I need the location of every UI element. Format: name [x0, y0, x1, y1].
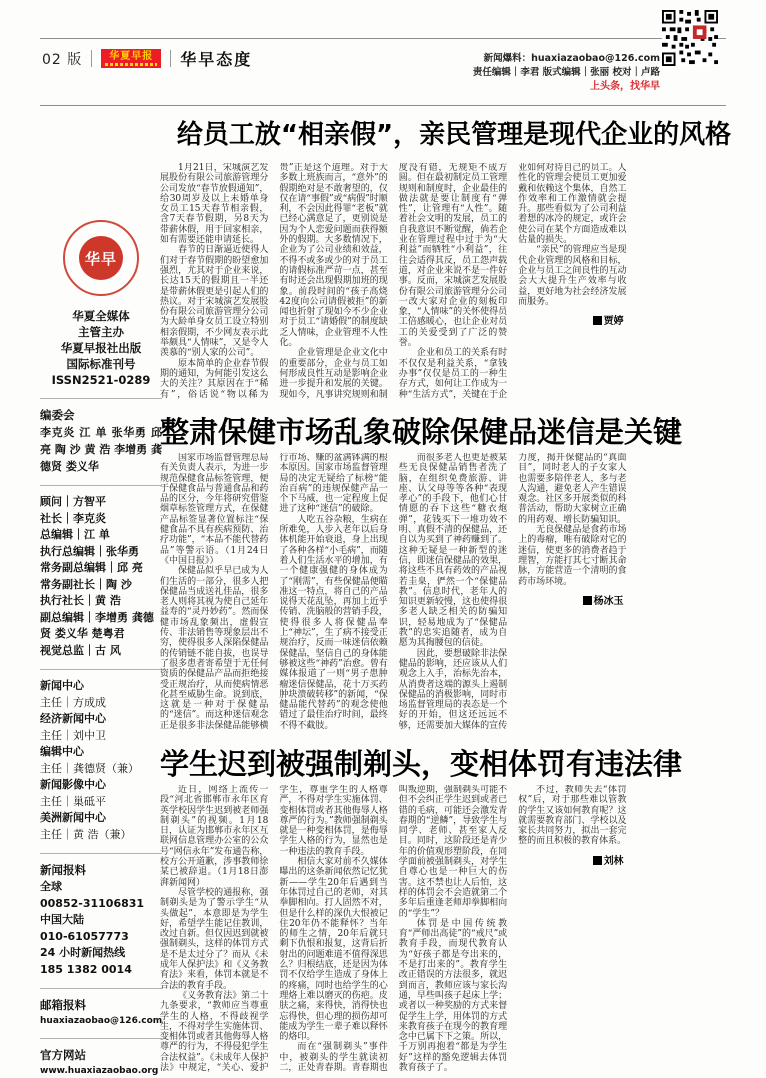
sidebar [40, 220, 162, 1078]
news-center-line: 美洲新闻中心 [40, 811, 106, 824]
article-1-body [160, 163, 746, 405]
byline-name: 刘林 [603, 855, 624, 867]
staff-line: 常务副社长｜陶 沙 [40, 577, 132, 591]
publisher-line: ISSN2521-0289 [51, 373, 151, 387]
staff-line: 视觉总监｜古 风 [40, 643, 121, 657]
article-1-headline: 给员工放“相亲假”，亲民管理是现代企业的风格 [176, 120, 732, 150]
hotline-line: 00852-31106831 [40, 896, 145, 910]
news-tip-line: 新闻爆料：huaxiazaobao@126.com [483, 53, 660, 64]
email-title: 邮箱报料 [40, 998, 86, 1012]
hotline-section [40, 853, 162, 978]
email-section [40, 988, 162, 1028]
byline-name: 贾婷 [603, 316, 624, 328]
article-paragraph: 近日，网络上流传一段“河北省邯郸市永年区育英学校因学生迟到被老师强制剃头”的视频。1月18日，认证为邯郸市永年区互联网信息管理办公室的公众号“网信永年”发布通告称，校方公开道歉，涉事教师徐某已被辞退。（1月18日澎湃新闻网） [160, 785, 269, 888]
article-paragraph: 原本简单的企业春节假期的通知，为何能引发这么大的关注？其原因在于“稀有”，俗话说“物以稀为贵”正是这个道理。对于大多数上班族而言，“意外”的假期绝对是不敢奢望的，仅仅在请“事假”或“病假”时顺利，不会因此得罪“老板”就已经心满意足了，更别说是因为个人恋爱问题而获得额外的假期。大多数情况下，企业为了公司业绩和效益，不得不或多或少的对于员工的请假标准严苛一点，甚至有时还会出现假期加班的现象。前段时间的“孩子高烧42度向公司请假被拒”的新闻也折射了现如今不少企业对于员工“请婚假”的制度缺乏人情味，企业管理不人性化。 [160, 163, 388, 400]
staff-line: 总编辑｜江 单 [40, 528, 110, 541]
page-number-label: 02 版 [42, 51, 83, 68]
hotline-title: 新闻报料 [40, 863, 86, 877]
publisher-block [40, 308, 162, 388]
news-center-line: 主任｜巢砥平 [40, 794, 106, 808]
committee-names: 李克炎 江 单 张华勇 邱 亮 陶 沙 黄 浩 李增勇 龚德贤 娄义华 [40, 426, 162, 473]
email-address: huaxiazaobao@126.com [40, 1016, 163, 1026]
news-center-line: 新闻中心 [40, 679, 84, 692]
website-title: 官方网站 [40, 1048, 86, 1062]
hotline-lines [40, 879, 162, 978]
article-paragraph: 企业管理是企业文化中的重要部分，企业与员工如何形成良性互动是影响企业进一步提升和发展的关键。现如今，凡事讲究规则和制度没有错，无规矩不成方圆。但在最初制定员工管理规则和制度时，企业最佳的做法就是要让制度有“弹性”，让管理有“人性”。随着社会文明的发展，员工的自我意识不断觉醒，倘若企业在管理过程中过于为“大利益”而牺牲“小利益”，往往会适得其反，员工怨声载道，对企业来说不是一件好事。反而，宋城演艺发展股份有限公司旅游管理分公司一改大家对企业的刻板印象，“人情味”的关怀使得员工倍感暖心，也让企业对员工的关爱受到了广泛的赞誉。 [279, 163, 508, 400]
article-paragraph: 尽管学校的通报称，强制剃头是为了警示学生“从头做起”，本意即是为学生好，希望学生能记住教训，改过自新。但仅因迟到就被强制剃头，这样的体罚方式是不是太过分了？而从《未成年人保护法》和《义务教育法》来看，体罚本就是不合法的教育手段。 [160, 887, 269, 991]
staff-line: 社长｜李克炎 [40, 511, 106, 525]
publisher-line: 主管主办 [78, 325, 124, 339]
news-center-line: 主任｜方成成 [40, 695, 106, 709]
qr-code [662, 10, 718, 66]
article-paragraph: 不过，教师失去“体罚权”后，对于那些难以管教的学生又该如何教育呢？这就需要教育部门、学校以及家长共同努力，拟出一套完整的而且积极的教育体系。 [518, 785, 627, 847]
news-center-line: 编辑中心 [40, 745, 84, 758]
news-center-line: 主任｜黄 浩（兼） [40, 827, 132, 841]
article-2-byline [518, 592, 626, 607]
staff-line: 执行社长｜黄 浩 [40, 594, 121, 607]
slogan-line: 上头条，找华早 [590, 81, 660, 92]
article-2-body [160, 453, 746, 741]
article-paragraph: “亲民”的管理应当是现代企业管理的风格和目标，企业与员工之间良性的互动会大大提升生产效率与收益，更好地为社会经济发展而服务。 [518, 245, 627, 307]
article-paragraph: 国家市场监督管理总局有关负责人表示，为进一步规范保健食品标签管理，便于保健食品与普通食品和药品的区分，今年将研究借鉴烟草标签管理方式，在保健产品标签显著位置标注“保健食品不具有疾病预防、治疗功能”，“本品不能代替药品”等警示语。（1月24日《中国日报》） [160, 453, 269, 566]
hotline-line: 010-61057773 [40, 929, 129, 943]
hotline-line: 中国大陆 [40, 913, 84, 926]
section-title: 华早态度 [180, 50, 253, 69]
staff-section [40, 485, 162, 659]
newspaper-seal-icon [63, 220, 139, 296]
hotline-line: 185 1382 0014 [40, 962, 132, 976]
editors-line: 责任编辑｜李君 版式编辑｜张丽 校对｜卢路 [472, 67, 660, 78]
website-url: www.huaxiazaobao.org [40, 1066, 159, 1076]
news-center-line: 主任｜刘中卫 [40, 728, 106, 742]
website-section [40, 1038, 162, 1078]
news-center-line: 新闻影像中心 [40, 778, 106, 791]
hotline-line: 全球 [40, 880, 62, 893]
article-3-byline [518, 852, 626, 867]
committee-title: 编委会 [40, 408, 75, 422]
header-right-group [473, 52, 660, 94]
byline-name: 杨冰玉 [593, 595, 624, 607]
staff-line: 顾问｜方智平 [40, 495, 106, 508]
header-separator [170, 50, 171, 67]
article-paragraph: 保健品似乎早已成为人们生活的一部分，很多人把保健品当成送礼佳品，很多老人则将其视为使自己延年益寿的“灵丹妙药”。然而保健市场乱象频出，虚假宣传、非法销售等现象层出不穷，使得很多人深陷保健品的传销链不能自拔，也误导了很多患者寄希望于无任何资质的保健品产品而拒绝接受正规治疗，从而使病情恶化甚至威胁生命。说到底，这就是一种对于保健品的“迷信”。而这种迷信观念正是很多非法保健品能够横行市场、赚的盆满钵满的根本原因。国家市场监督管理局的决定无疑给了标榜“能治百病”的违规保健产品一个下马威，也一定程度上促进了这种“迷信”的破除。 [160, 453, 388, 731]
qr-code-pattern [662, 10, 718, 66]
header-separator [91, 50, 92, 67]
committee-section [40, 398, 162, 475]
article-paragraph: 而很多老人也更是被某些无良保健品销售者洗了脑，在组织免费旅游、讲座、认父母等等各种“表现孝心”的手段下，他们心甘情愿的吞下这些“糖衣炮弹”，花钱买下一堆功效不明、真假不清的保健品，还自以为买到了神药赚到了。这种无疑是一种新型的迷信，即迷信保健品的效果，将这些不具有药效的产品视若圭臬，俨然一个“保健品教”。信息时代，老年人的知识更新较慢，这也使得很多老人缺乏相关的防骗知识，轻易地成为了“保健品教”的忠实追随者，成为自愿为其掏腰包的信徒。 [398, 453, 508, 649]
article-3-paragraphs [160, 785, 627, 1075]
masthead-logo [101, 49, 161, 68]
publisher-line: 华夏早报社出版 [60, 341, 142, 355]
masthead-logo-strip [105, 63, 157, 66]
seal-text: 华早 [79, 236, 123, 280]
page-header [40, 38, 726, 106]
article-paragraph: 因此，要想破除非法保健品的影响，还应该从人们观念上入手，治标先治本，从消费者这端的源头上遏制保健品的消极影响，同时市场监督管理局的表态是一个好的开始，但这还远远不够，还需要加大媒体的宣传力度，揭开保健品的“真面目”，同时老人的子女家人也需要多陪伴老人，多与老人沟通，避免老人产生错误观念。社区多开展类似的科普活动，帮助大家树立正确的用药观、增长防骗知识。 [398, 453, 627, 731]
article-paragraph: 而在“强制剃头”事件中，被剃头的学生就读初二，正处青春期。青春期也叫叛逆期，强制剃头可能不但不会纠正学生迟到或者已错的毛病，可能还会激发青春期的“逆鳞”，导致学生与同学、老师、甚至家人反目。同时，这阶段还是青少年的价值观形塑阶段，在同学面前被强制剃头，对学生自尊心也是一种巨大的伤害。这不禁也让人后怕，这样的体罚会不会造就第二个多年后重逢老师却拳脚相向的“学生”？ [279, 785, 508, 1074]
news-centers-section [40, 669, 162, 843]
hotline-line: 24 小时新闻热线 [40, 946, 126, 959]
article-3-body [160, 785, 746, 1075]
article-1-byline [518, 312, 626, 327]
article-3-headline: 学生迟到被强制剃头，变相体罚有违法律 [160, 747, 683, 781]
article-paragraph: 1月21日，宋城演艺发展股份有限公司旅游管理分公司发放“春节放假通知”，给30周岁及以上未婚单身女员工15天春节相亲假，含7天春节假期，另8天为带薪休假，用于回家相亲，如有需要还能申请延长。 [160, 163, 269, 246]
masthead-logo-text: 华夏早报 [109, 51, 154, 62]
article-paragraph: 企业和员工的关系有时不仅仅是利益关系，“拿钱办事”仅仅是员工的一种生存方式，如何让工作成为一种“生活方式”，关键在于企业如何对待自己的员工。人性化的管理会使员工更加爱戴和依赖这个集体，自然工作效率和工作激情就会提升。那些看似为了公司利益着想的冰冷的规定，或许会使公司在某个方面造成难以估量的损失。 [398, 163, 627, 400]
byline-square-icon [583, 596, 592, 605]
article-paragraph: 《义务教育法》第二十九条要求，“教师应当尊重学生的人格，不得歧视学生，不得对学生实施体罚、变相体罚或者其他侮辱人格尊严的行为，不得侵犯学生合法权益”。《未成年人保护法》中规定，“关心、爱护学生，尊重学生的人格尊严，不得对学生实施体罚、变相体罚或者其他侮辱人格尊严的行为。”教师强制剃头就是一种变相体罚，是侮辱学生人格的行为，显然也是一种违法的教育手段。 [160, 785, 388, 1074]
publisher-line: 华夏全媒体 [72, 309, 130, 323]
news-center-line: 主任｜龚德贤（兼） [40, 761, 139, 775]
byline-square-icon [593, 316, 602, 325]
news-center-line: 经济新闻中心 [40, 712, 106, 725]
article-paragraph: 无良保健品是食药市场上的毒瘤，唯有破除对它的迷信，使更多的消费者趋于理智，方能打其七寸断其命脉，方能营造一个清明的食药市场环境。 [518, 525, 627, 587]
staff-line: 常务副总编辑｜邱 亮 [40, 561, 143, 574]
publisher-line: 国际标准刊号 [66, 357, 136, 371]
staff-line: 副总编辑｜李增勇 龚德贤 娄义华 楚粤君 [40, 610, 154, 640]
article-1-paragraphs [160, 163, 627, 405]
article-2-headline: 整肃保健市场乱象破除保健品迷信是关键 [160, 415, 683, 449]
staff-line: 执行总编辑｜张华勇 [40, 544, 139, 558]
byline-square-icon [593, 856, 602, 865]
article-paragraph: 春节的日渐逼近使得人们对于春节假期的盼望愈加强烈，尤其对于企业来说，长达15天的假期且一半还是带薪休假更是引起人们的热议。对于宋城演艺发展股份有限公司旅游管理分公司为大龄单身女员工设立特别相亲假期，不少网友表示此举颇具“人情味”，又是令人羡慕的“别人家的公司”。 [160, 245, 269, 359]
article-paragraph: 相信大家对前不久媒体曝出的这条新闻依然记忆犹新——学生20年后遇到当年体罚过自己的老师，对其拳脚相向。打人固然不对，但是什么样的深仇大恨被记住20年仍不能释怀？当年的师生之情，20年后就只剩下仇恨和报复，这背后折射出的问题难道不值得深思么？归根结底，还是因为体罚不仅给学生造成了身体上的疼痛，同时也给学生的心理烙上难以磨灭的伤疤。皮肤之痛，来得快，消得快也忘得快，但心理的损伤却可能成为学生一辈子难以释怀的烙印。 [279, 857, 388, 1043]
article-paragraph: 人吃五谷杂粮，生病在所难免，人步入老年以后身体机能开始衰退，身上出现了各种各样“小毛病”，而随着人们生活水平的增加，有一个健康强健的身体成为了“刚需”，有些保健品便瞄准这一特点，将自己的产品说得天花乱坠，再加上近乎传销、洗脑般的营销手段，使得很多人将保健品奉上“神坛”，生了病不接受正规治疗，反而一味迷信依赖保健品，坚信自己的身体能够被这些“神药”治愈。曾有媒体报道了一则“男子患肿瘤迷信保健品，花十万买药肿块溃破转移”的新闻，“保健品能代替药”的观念使他错过了最佳治疗时间，最终不得不截肢。 [279, 514, 388, 731]
article-paragraph: 体罚是中国传统教育“严师出高徒”的“戒尺”或教育手段，而现代教育认为“好孩子都是夸出来的，不是打出来的”。教育学生改正错误的方法很多，就迟到而言，教师应该与家长沟通，早些叫孩子起床上学；或者以一种奖励的方式来督促学生上学，用体罚的方式来教育孩子在现今的教育理念中已属下下之策。所以，千万别再抱着“都是为学生好”这样的豁免逻辑去体罚教育孩子了。 [398, 918, 508, 1074]
header-left-group [42, 47, 252, 70]
